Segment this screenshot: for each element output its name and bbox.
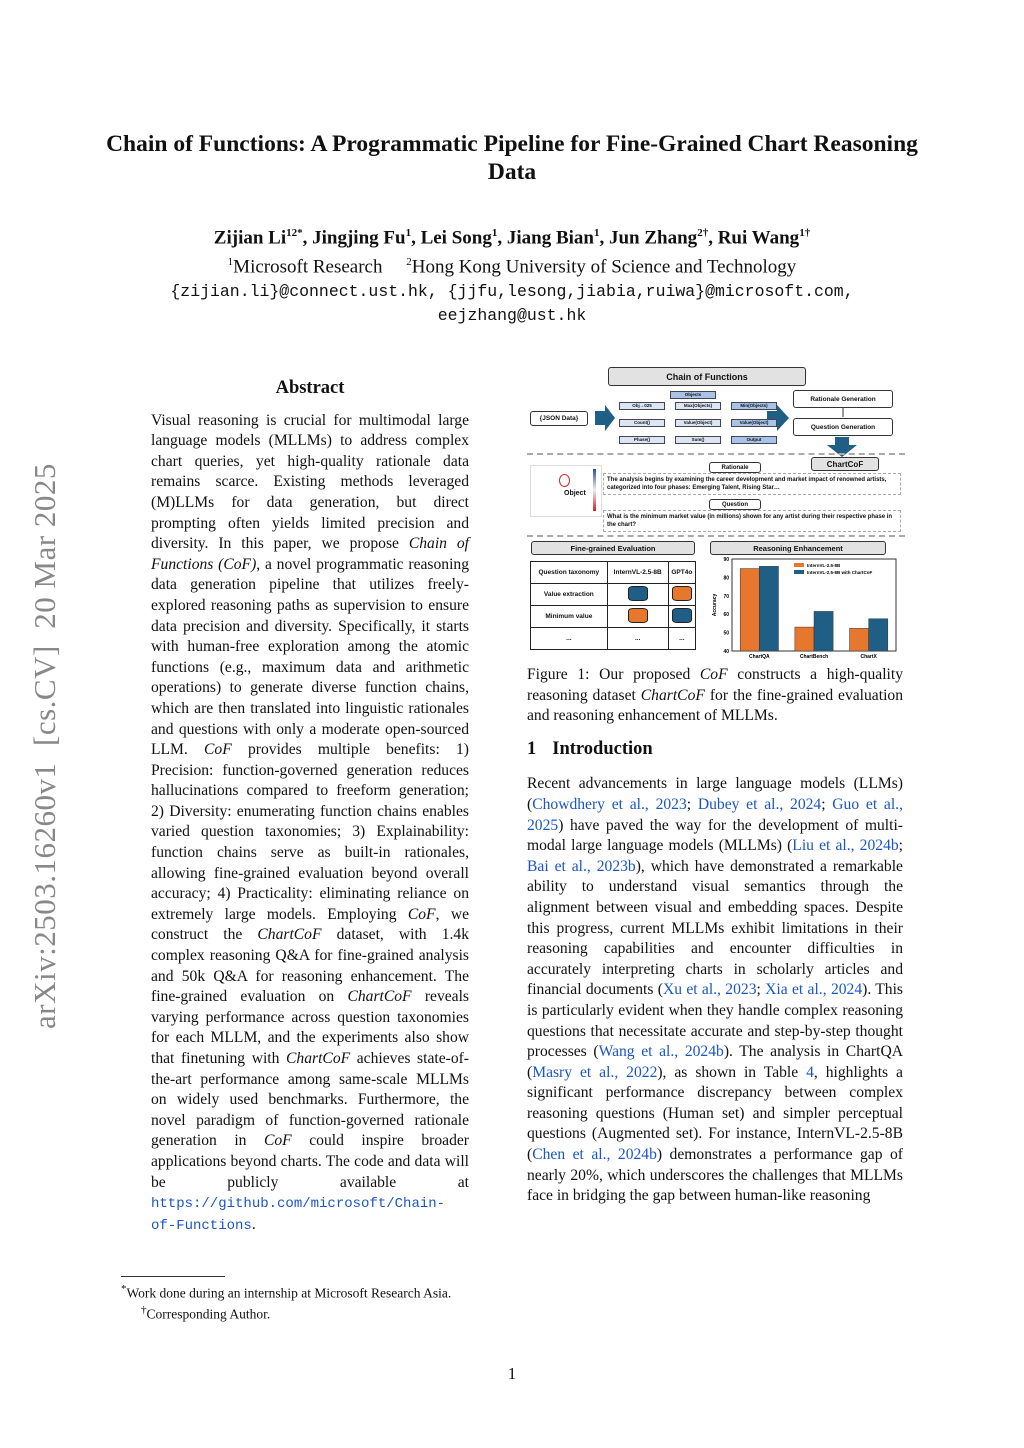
citation-link[interactable]: 2025	[527, 816, 559, 834]
text-run	[618, 1064, 626, 1081]
emails: eejzhang@ust.hk	[437, 305, 587, 325]
bar-chartbench-0	[795, 627, 814, 651]
paper-title: Chain of Functions: A Programmatic Pipeline for Fine-Grained Chart Reasoning Data	[106, 131, 918, 185]
text-run: constructs a high-quality reasoning dataset	[527, 666, 903, 704]
text-run: Visual reasoning is crucial for multimodal large language models (MLLMs) to address complex chart queries, yet high-quality rationale data remains scarce. Existing methods leveraged (M)LLMs for data generation, but direct prompting often yields limited precision and diversity. In this paper, we propose	[151, 411, 469, 553]
question-generation-box: Question Generation	[793, 418, 893, 436]
italic-term: ChartCoF	[640, 686, 705, 704]
italic-term: Chain of Functions (CoF)	[151, 535, 469, 573]
y-tick-label: 90	[723, 557, 729, 563]
citation-link[interactable]: 2024b	[859, 837, 899, 855]
section-heading	[527, 739, 903, 760]
legend-label: InternVL-2.5-8B with ChartCoF	[807, 570, 873, 575]
repo-link[interactable]: https://github.com/microsoft/Chain-of-Functions	[151, 1196, 446, 1234]
affiliation-2: Hong Kong University of Science and Technology	[411, 256, 797, 278]
author-mark: 1	[405, 227, 412, 239]
text-run	[649, 796, 656, 813]
text-run: ), as shown in Table	[657, 1063, 807, 1081]
text-run: .	[251, 1215, 256, 1233]
text-run: ;	[686, 795, 698, 813]
footnote-mark: *	[121, 1283, 127, 1295]
footnote-text: Work done during an internship at Microsoft Research Asia.	[126, 1285, 452, 1301]
x-tick-label: ChartX	[860, 654, 877, 660]
text-run: for the fine-grained evaluation and reasoning enhancement of MLLMs.	[527, 686, 903, 725]
citation-link[interactable]: 2023b	[596, 857, 636, 875]
footnote-mark: †	[141, 1303, 147, 1316]
database-icon	[672, 608, 692, 623]
page-number: 1	[507, 1364, 517, 1383]
figure-1	[527, 365, 905, 665]
italic-term: CoF	[263, 1132, 292, 1150]
bar-chartbench-1	[814, 611, 833, 651]
author-mark: 1	[593, 227, 600, 239]
text-run	[610, 1146, 617, 1163]
author-name: Jingjing Fu	[312, 227, 406, 249]
citation-link[interactable]: 2024b	[617, 1146, 657, 1164]
italic-term: CoF	[699, 666, 728, 683]
y-tick-label: 70	[723, 593, 729, 600]
function-box: Value(Object)	[675, 419, 721, 427]
text-run: ;	[756, 981, 766, 999]
chartcof-box: ChartCoF	[811, 457, 879, 471]
sample-chart-thumbnail	[530, 465, 602, 517]
text-run: , highlights a significant performance discrepancy between complex reasoning questions (Human set) and simpler perceptual questions (Augmented set). For instance, InternVL-2.5-8B (	[527, 1063, 903, 1164]
function-box: Objects	[670, 391, 716, 399]
italic-term: CoF	[204, 741, 232, 759]
section-title: Introduction	[552, 738, 653, 759]
function-box: Obj→025	[619, 402, 665, 410]
citation-link[interactable]: Chowdhery et al.,	[532, 795, 649, 813]
italic-term: ChartCoF	[347, 988, 412, 1006]
table-cell: ...	[607, 628, 668, 650]
text-run: ), which have demonstrated a remarkable ability to understand visual semantics through the alignment between visual and embedding spaces. Despite this progress, current MLLMs exhibit limitations in their reasoning capabilities and encounter difficulties in accurately interpreting charts in scholarly articles and financial documents (	[527, 857, 903, 999]
function-box: Min(Objects)	[731, 402, 777, 410]
function-box: Output	[731, 436, 777, 444]
text-run: ;	[898, 837, 903, 855]
legend-label: InternVL-2.5-8B	[807, 563, 841, 568]
table-cell: ...	[668, 628, 695, 650]
y-tick-label: 80	[723, 575, 729, 582]
citation-link[interactable]: Guo et al.,	[832, 795, 903, 813]
citation-link[interactable]: Xu et al.,	[662, 981, 721, 999]
author-name: Zijian Li	[213, 227, 287, 249]
legend-swatch	[794, 563, 804, 567]
footnote	[121, 1281, 499, 1302]
text-run: could inspire broader applications beyond charts. The code and data will be publicly available at	[151, 1132, 469, 1191]
italic-term: ChartCoF	[257, 926, 322, 944]
rationale-label: Rationale	[709, 462, 761, 473]
arrow-icon	[595, 405, 615, 431]
aff-mark: 2	[406, 256, 412, 269]
citation-link[interactable]: Liu et al.,	[792, 837, 855, 855]
enhancement-title: Reasoning Enhancement	[710, 541, 886, 555]
footnote-rule	[121, 1276, 225, 1277]
function-box: Sum()	[675, 436, 721, 444]
text-run: , a novel programmatic reasoning data generation pipeline that utilizes freely-explored reasoning paths as supervision to ensure data precision and diversity. Specifically, it starts with human-free exploration among the atomic functions (e.g., maximum data and arithmetic operations) to generate diverse function chains, which are then translated into linguistic rationales and questions with only a moderate open-sourced LLM.	[151, 555, 470, 759]
bar-chartqa-0	[740, 569, 759, 651]
table-header: Question taxonomy	[531, 562, 608, 584]
text-run: ). This is particularly evident when they handle complex reasoning questions that necessitate accurate and step-by-step thought processes (	[527, 981, 903, 1061]
citation-link[interactable]: 4	[806, 1063, 814, 1081]
section-number: 1	[527, 738, 537, 759]
citation-link[interactable]: Wang et al.,	[598, 1043, 679, 1061]
citation-link[interactable]: 2024b	[684, 1043, 724, 1061]
bar-chartqa-1	[759, 566, 778, 651]
text-run: ) have paved the way for the development of multi-modal large language models (MLLMs) (	[527, 816, 903, 855]
abstract-text	[151, 411, 469, 1237]
colorbar	[593, 469, 596, 511]
database-icon	[628, 608, 648, 623]
database-icon	[628, 586, 648, 601]
citation-link[interactable]: 2024	[790, 795, 822, 813]
chain-of-functions-title: Chain of Functions	[608, 367, 806, 386]
divider	[527, 453, 905, 455]
citation-link[interactable]: 2023	[655, 795, 687, 813]
affiliations	[80, 250, 944, 279]
text-run: dataset, with 1.4k complex reasoning Q&A for fine-grained analysis and 50k Q&A for reasoning enhancement. The fine-grained evaluation on	[151, 926, 469, 1006]
question-text: What is the minimum market value (in millions) shown for any artist during their respective phase in the chart?	[603, 510, 901, 532]
table-header: InternVL-2.5-8B	[607, 562, 668, 584]
arxiv-identifier: arXiv:2503.16260v1 [cs.CV] 20 Mar 2025	[27, 463, 62, 1029]
footnotes	[121, 1276, 499, 1322]
function-box: Value(Object)	[731, 419, 777, 427]
citation-link[interactable]: Xia et al.,	[765, 981, 827, 999]
citation-link[interactable]: 2023	[725, 981, 757, 999]
object-label: Object	[564, 490, 586, 497]
right-column	[527, 665, 903, 1207]
x-tick-label: ChartBench	[799, 654, 829, 660]
text-run: , we construct the	[151, 905, 469, 944]
abstract-heading: Abstract	[275, 378, 345, 398]
function-box: Phase()	[619, 436, 665, 444]
author-mark: 12*	[286, 227, 303, 239]
author-name: Jiang Bian	[506, 227, 594, 249]
rationale-generation-box: Rationale Generation	[793, 390, 893, 408]
function-box: Count()	[619, 419, 665, 427]
author-name: Rui Wang	[717, 227, 800, 249]
table-cell: Value extraction	[531, 584, 608, 606]
eval-title: Fine-grained Evaluation	[531, 541, 695, 555]
italic-term: ChartCoF	[286, 1050, 351, 1067]
author-mark: 1†	[799, 227, 811, 239]
database-icon	[672, 586, 692, 601]
table-header: GPT4o	[668, 562, 695, 584]
affiliation-1: Microsoft Research	[233, 256, 383, 278]
author-names: Zijian $Li^{12*}$, Jingjing Fu$^1$, Lei Song$^1$, Jiang Bian$^1$, Jun Zhang$^{2\dagger}$, Rui Wang$^{1\dagger}$	[213, 227, 811, 249]
text-run	[783, 796, 790, 813]
author-mark: 1	[491, 227, 498, 239]
table-cell: Minimum value	[531, 606, 608, 628]
y-axis-label: Accuracy	[712, 593, 718, 617]
footnote-text: Corresponding Author.	[146, 1306, 271, 1321]
text-run: ). The analysis in ChartQA (	[527, 1043, 903, 1081]
object-circle	[559, 474, 570, 487]
json-data-box: {JSON Data}	[530, 411, 588, 426]
function-box: Max(Objects)	[675, 402, 721, 410]
citation-link[interactable]: 2024	[830, 981, 863, 999]
emails: {zijian.li}@connect.ust.hk, {jjfu,lesong,jiabia,ruiwa}@microsoft.com,	[170, 281, 854, 301]
text-run: provides multiple benefits: 1) Precision: function-governed generation reduces hallucinations compared to freeform generation; 2) Diversity: enumerating function chains enables varied question taxonomies; 3) Explainability: function chains serve as built-in rationales, allowing fine-grained evaluation beyond overall accuracy; 4) Practicality: eliminating reliance on extremely large models. Employing	[151, 741, 469, 923]
abstract-section	[151, 378, 469, 1236]
caption-label: Figure 1:	[527, 666, 590, 683]
evaluation-table	[530, 561, 696, 650]
text-run: ) demonstrates a performance gap of nearly 20%, which underscores the challenges that MLLMs face in bridging the gap between human-like reasoning	[527, 1146, 903, 1205]
text-run: reveals varying performance across question taxonomies for each MLLM, and the experiments also show that finetuning with	[151, 988, 469, 1067]
aff-mark: 1	[227, 256, 234, 269]
question-label: Question	[709, 499, 761, 510]
footnote	[141, 1302, 499, 1323]
y-tick-label: 40	[723, 649, 729, 655]
table-cell: ...	[531, 628, 608, 650]
author-name: Lei Song	[420, 227, 492, 249]
bar-chartx-0	[850, 628, 869, 651]
italic-term: CoF	[407, 905, 436, 923]
author-block	[80, 221, 944, 328]
citation-link[interactable]: Masry et al.,	[532, 1063, 619, 1081]
text-run: Our proposed	[599, 666, 700, 683]
author-name: Jun Zhang	[608, 227, 698, 249]
citation-link[interactable]: Bai et al.,	[527, 857, 591, 875]
intro-paragraph	[527, 774, 903, 1206]
figure-caption	[527, 665, 903, 727]
text-run: achieves state-of-the-art performance among same-scale MLLMs on widely used benchmarks. Furthermore, the novel paradigm of function-governed rationale generation in	[151, 1050, 469, 1150]
bar-chartx-1	[869, 619, 888, 651]
y-tick-label: 60	[723, 612, 729, 619]
divider	[527, 535, 905, 537]
y-tick-label: 50	[723, 630, 729, 637]
x-tick-label: ChartQA	[749, 654, 770, 660]
citation-link[interactable]: Dubey et al.,	[697, 795, 784, 813]
author-mark: 2†	[697, 227, 709, 239]
legend-swatch	[794, 570, 804, 574]
text-run	[678, 1043, 685, 1060]
citation-link[interactable]: Chen et al.,	[532, 1146, 611, 1164]
text-run: ;	[821, 795, 833, 813]
rationale-text: The analysis begins by examining the career development and market impact of renowned artists, categorized into four phases: Emerging Talent, Rising Star…	[603, 473, 901, 495]
text-run: Recent advancements in large language models (LLMs) (	[527, 775, 903, 813]
accuracy-bar-chart	[710, 555, 900, 663]
citation-link[interactable]: 2022	[626, 1063, 658, 1081]
